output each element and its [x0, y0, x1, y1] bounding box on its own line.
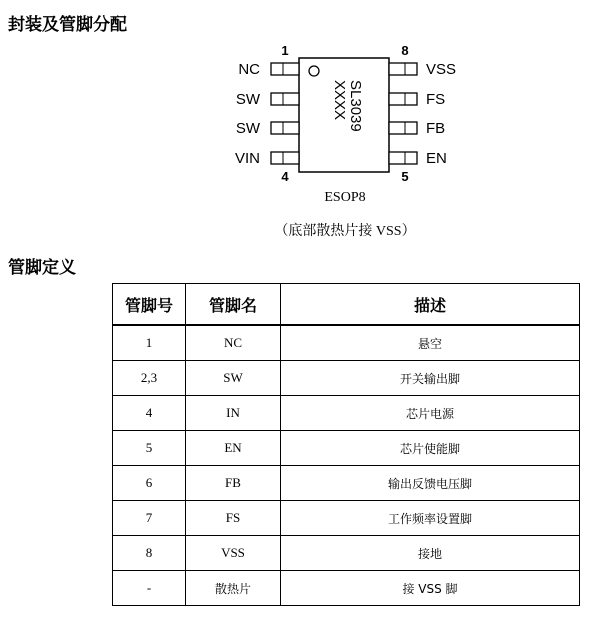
cell-pin-number: 1 — [113, 325, 186, 361]
left-pin-3 — [271, 152, 299, 164]
left-pins-group — [235, 43, 299, 184]
cell-pin-number: 6 — [113, 466, 186, 501]
cell-pin-name: VSS — [186, 536, 281, 571]
cell-description: 芯片使能脚 — [281, 431, 580, 466]
cell-pin-number: 4 — [113, 396, 186, 431]
cell-pin-number: 2,3 — [113, 361, 186, 396]
cell-pin-name: SW — [186, 361, 281, 396]
left-pin-1 — [271, 93, 299, 105]
right-pins-group — [389, 43, 456, 184]
package-diagram — [0, 0, 602, 250]
header-pin-number: 管脚号 — [113, 284, 186, 326]
cell-pin-number: 5 — [113, 431, 186, 466]
left-pin-label: SW — [235, 120, 260, 137]
right-pin-1 — [389, 93, 417, 105]
right-pin-label: FS — [426, 91, 446, 108]
header-description: 描述 — [281, 284, 580, 326]
table-row — [113, 571, 580, 606]
table-row — [113, 431, 580, 466]
chip-marking-line2: XXXX — [331, 80, 348, 121]
left-pin-number: 1 — [281, 43, 289, 58]
cell-description: 悬空 — [281, 325, 580, 361]
left-pin-label: NC — [238, 61, 260, 78]
cell-pin-number: - — [113, 571, 186, 606]
cell-pin-number: 7 — [113, 501, 186, 536]
left-pin-0 — [271, 63, 299, 75]
table-row — [113, 536, 580, 571]
right-pin-2 — [389, 122, 417, 134]
right-pin-number: 8 — [401, 43, 409, 58]
cell-pin-name: IN — [186, 396, 281, 431]
left-pin-label: SW — [235, 91, 260, 108]
section-title-package: 封装及管脚分配 — [8, 15, 127, 35]
right-pin-3 — [389, 152, 417, 164]
package-note: （底部散热片接 VSS） — [274, 224, 416, 239]
header-pin-name: 管脚名 — [186, 284, 281, 326]
right-pin-0 — [389, 63, 417, 75]
cell-pin-number: 8 — [113, 536, 186, 571]
section-title-pin-definition: 管脚定义 — [8, 258, 76, 278]
cell-pin-name: EN — [186, 431, 281, 466]
pin1-marker-dot — [309, 66, 319, 76]
left-pin-2 — [271, 122, 299, 134]
cell-description: 接 VSS 脚 — [281, 571, 580, 606]
chip-marking-line1: SL3039 — [347, 80, 364, 132]
cell-description: 输出反馈电压脚 — [281, 466, 580, 501]
table-row — [113, 466, 580, 501]
left-pin-number: 4 — [281, 169, 289, 184]
left-pin-label: VIN — [234, 150, 260, 167]
cell-pin-name: FS — [186, 501, 281, 536]
cell-description: 芯片电源 — [281, 396, 580, 431]
package-name: ESOP8 — [324, 190, 366, 205]
right-pin-number: 5 — [401, 169, 409, 184]
cell-description: 工作频率设置脚 — [281, 501, 580, 536]
cell-pin-name: NC — [186, 325, 281, 361]
right-pin-label: VSS — [426, 61, 457, 78]
table-row — [113, 361, 580, 396]
cell-description: 接地 — [281, 536, 580, 571]
table-header-row — [113, 284, 580, 326]
right-pin-label: EN — [426, 150, 447, 167]
pin-definition-table — [112, 283, 580, 606]
table-row — [113, 325, 580, 361]
cell-pin-name: FB — [186, 466, 281, 501]
cell-pin-name: 散热片 — [186, 571, 281, 606]
table-row — [113, 501, 580, 536]
table-row — [113, 396, 580, 431]
cell-description: 开关输出脚 — [281, 361, 580, 396]
right-pin-label: FB — [426, 120, 446, 137]
